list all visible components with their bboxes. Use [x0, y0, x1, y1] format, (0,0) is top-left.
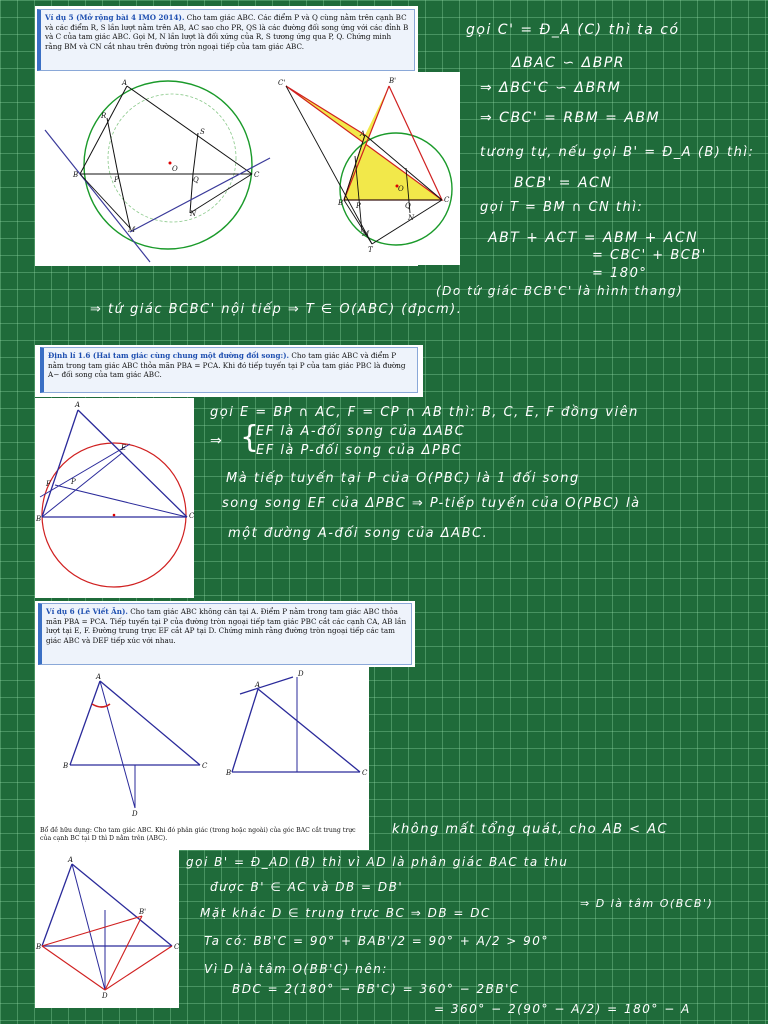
label: B — [226, 769, 232, 777]
hw-line: BDC = 2(180° − BB'C) = 360° − 2BB'C — [232, 982, 520, 996]
label: C — [174, 943, 180, 951]
hw-line: Ta có: BB'C = 90° + BAB'/2 = 90° + A/2 > 90° — [204, 934, 549, 948]
hw-line: tương tự, nếu gọi B' = Đ_A (B) thì: — [480, 145, 755, 160]
label: S — [200, 128, 205, 136]
figure-4 — [70, 681, 200, 808]
hw-line: ΔBAC ∽ ΔBPR — [512, 55, 626, 71]
hw-line: ⇒ tứ giác BCBC' nội tiếp ⇒ T ∈ O(ABC) (đpcm). — [90, 302, 463, 317]
hw-line: gọi B' = Đ_AD (B) thì vì AD là phân giác BAC ta thu — [186, 855, 569, 869]
label: C' — [278, 79, 286, 87]
label: Q — [193, 176, 199, 184]
label: B — [73, 171, 79, 179]
label: C — [362, 769, 368, 777]
label: B — [36, 943, 42, 951]
hw-line: gọi C' = Đ_A (C) thì ta có — [466, 22, 680, 38]
label: B — [36, 515, 42, 523]
hw-line: = CBC' + BCB' — [592, 248, 707, 263]
label: O — [172, 165, 178, 173]
hw-line: ⇒ D là tâm O(BCB') — [580, 897, 714, 910]
label: P — [114, 176, 119, 184]
label: N — [408, 214, 415, 222]
hw-line: ⇒ CBC' = RBM = ABM — [480, 110, 661, 126]
label: C — [444, 196, 450, 204]
lemma-note: Bổ đề hữu dụng: Cho tam giác ABC. Khi đó phân giác (trong hoặc ngoài) của góc BAC cắt trung trực của cạnh BC tại D thì D nằm trên (ABC). — [40, 827, 356, 842]
theorem16-text: Cho tam giác ABC và điểm P nằm trong tam giác ABC thỏa mãn PBA = PCA. Khi đó tiếp tuyến tại P của tam giác PBC là đường A− đối song của tam giác ABC. — [48, 351, 406, 380]
label: P — [71, 478, 76, 486]
label: B — [338, 199, 344, 207]
label: B — [63, 762, 69, 770]
label: M — [128, 226, 136, 234]
label: B' — [139, 908, 147, 916]
label: F — [46, 480, 51, 488]
label: A — [122, 79, 128, 87]
hw-line: ABT + ACT = ABM + ACN — [488, 230, 699, 246]
label: C — [202, 762, 208, 770]
hw-line: (Do tứ giác BCB'C' là hình thang) — [436, 284, 684, 298]
example5-text: Cho tam giác ABC. Các điểm P và Q cùng nằm trên cạnh BC và các điểm R, S lần lượt nằm trên AB, AC sao cho PR, QS là các đường đối song ứng với các đỉnh B và C của tam giác ABC. Gọi M, N lần lượt là đối xứng của R, S tương ứng qua P, Q. Chứng minh rằng BM và CN cắt nhau trên đường tròn ngoại tiếp của tam giác ABC. — [45, 13, 409, 51]
label: M — [362, 230, 370, 238]
label: D — [298, 670, 304, 678]
example6-text: Cho tam giác ABC không cân tại A. Điểm P nằm trong tam giác ABC thỏa mãn PBA = PCA. Tiếp tuyến tại P của đường tròn ngoại tiếp tam giác PBC cắt các cạnh CA, AB lần lượt tại E, F. Đường trung trực EF cắt AP tại D. Chứng minh rằng đường tròn ngoại tiếp các tam giác ABC và DEF tiếp xúc với nhau. — [46, 607, 407, 645]
label: O — [398, 185, 404, 193]
figure-3 — [40, 410, 187, 587]
example6-heading: Ví dụ 6 (Lê Viết Ân). — [46, 607, 128, 616]
label: N — [190, 210, 197, 218]
example5-heading: Ví dụ 5 (Mở rộng bài 4 IMO 2014). — [45, 13, 185, 22]
hw-line: = 360° − 2(90° − A/2) = 180° − A — [434, 1002, 691, 1016]
theorem16-heading: Định lí 1.6 (Hai tam giác cùng chung một đường đối song:). — [48, 351, 290, 360]
hw-line: một đường A-đối song của ΔABC. — [228, 526, 489, 541]
hw-line: EF là P-đối song của ΔPBC — [256, 443, 463, 458]
label: P — [356, 202, 361, 210]
label: Q — [405, 202, 411, 210]
hw-line: = 180° — [592, 266, 648, 281]
label: A — [360, 130, 366, 138]
hw-line: song song EF của ΔPBC ⇒ P-tiếp tuyến của O(PBC) là — [222, 496, 641, 511]
label: A — [96, 673, 102, 681]
label: A — [255, 681, 261, 689]
figure-2 — [286, 86, 452, 245]
hw-line: Mà tiếp tuyến tại P của O(PBC) là 1 đối song — [226, 471, 580, 486]
hw-line: được B' ∈ AC và DB = DB' — [210, 880, 404, 894]
label: A — [68, 856, 74, 864]
hw-line: ⇒ — [210, 433, 224, 449]
label: E — [121, 444, 127, 452]
figure-5 — [232, 677, 360, 772]
hw-line: gọi T = BM ∩ CN thì: — [480, 200, 644, 215]
label: B' — [389, 77, 397, 85]
label: R — [101, 112, 107, 120]
hw-line: BCB' = ACN — [514, 175, 613, 191]
hw-line: ⇒ ΔBC'C ∽ ΔBRM — [480, 80, 622, 96]
hw-line: Vì D là tâm O(BB'C) nên: — [204, 962, 388, 976]
label: A — [75, 401, 81, 409]
label: T — [368, 246, 373, 254]
hw-brace: { — [240, 420, 261, 455]
label: D — [102, 992, 108, 1000]
figure-1 — [45, 81, 270, 262]
figure-6 — [42, 864, 172, 990]
label: C — [189, 512, 195, 520]
label: D — [132, 810, 138, 818]
hw-line: EF là A-đối song của ΔABC — [256, 424, 466, 439]
label: C — [254, 171, 260, 179]
hw-line: Mặt khác D ∈ trung trực BC ⇒ DB = DC — [200, 906, 491, 920]
hw-line: gọi E = BP ∩ AC, F = CP ∩ AB thì: B, C, E, F đồng viên — [210, 405, 639, 420]
hw-line: không mất tổng quát, cho AB < AC — [392, 822, 669, 837]
